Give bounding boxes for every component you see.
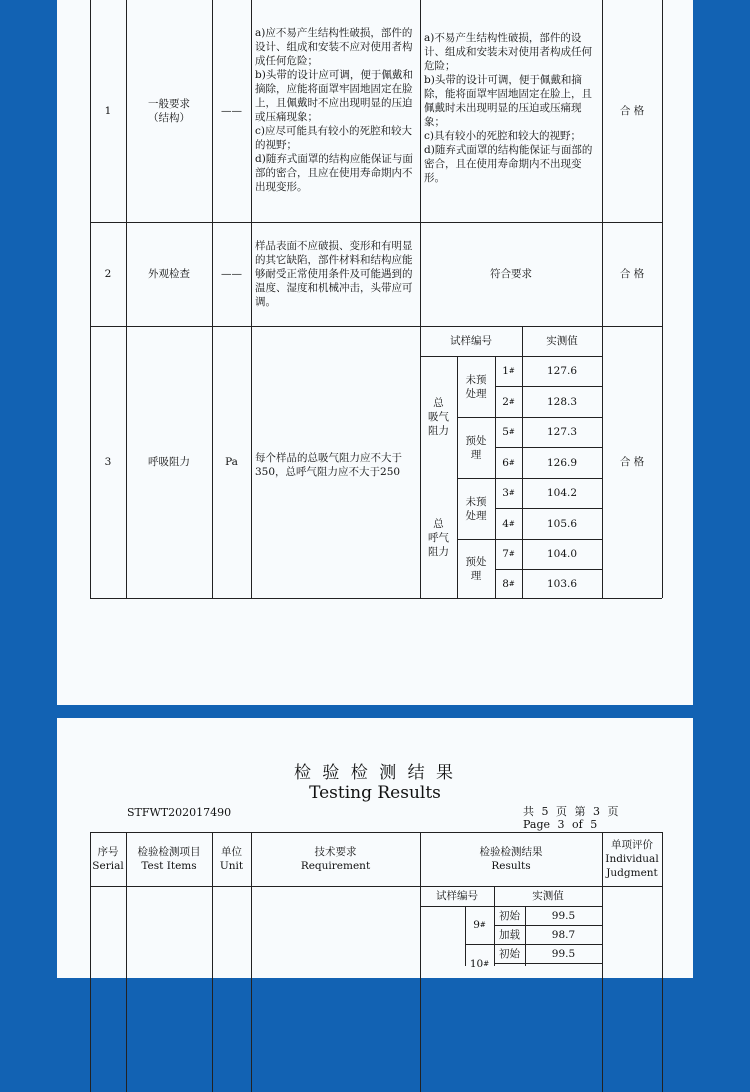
sample-mark: # bbox=[508, 397, 515, 406]
table-rule bbox=[90, 832, 662, 833]
sub-label: 未预 处理 bbox=[465, 495, 487, 522]
item-cell: 外观检查 bbox=[148, 268, 190, 280]
table-rule bbox=[251, 0, 252, 598]
table-rule bbox=[90, 598, 662, 599]
measured-value: 98.7 bbox=[551, 928, 576, 941]
table-rule bbox=[90, 886, 662, 887]
unit-cell: Pa bbox=[225, 456, 238, 468]
requirement-cell: 每个样品的总吸气阻力应不大于350，总呼气阻力应不大于250 bbox=[255, 452, 402, 478]
report-page-2-top bbox=[57, 0, 693, 705]
sample-number: 1 bbox=[502, 365, 509, 377]
title-en: Testing Results bbox=[309, 783, 441, 803]
sample-mark: # bbox=[508, 428, 515, 436]
measured-value: 104.2 bbox=[546, 487, 578, 499]
table-rule bbox=[212, 0, 213, 598]
header-unit: 单位 Unit bbox=[219, 846, 244, 872]
state-label: 加载 bbox=[499, 928, 520, 941]
sample-number: 10 bbox=[469, 957, 484, 970]
header-judgment: 单项评价 Individual Judgment bbox=[605, 839, 659, 879]
sample-id bbox=[495, 539, 522, 569]
sub-label: 预处 理 bbox=[465, 434, 487, 461]
sample-id bbox=[495, 508, 522, 539]
table-rule bbox=[212, 832, 213, 1092]
sub-label: 未预 处理 bbox=[465, 373, 487, 400]
sample-id bbox=[495, 447, 522, 478]
sample-id bbox=[465, 906, 494, 944]
sub-label: 预处 理 bbox=[465, 555, 487, 582]
page-count-en: Page 3 of 5 bbox=[523, 818, 598, 831]
table-rule bbox=[602, 0, 603, 598]
header-serial: 序号 Serial bbox=[92, 846, 124, 872]
sample-number: 3 bbox=[502, 487, 509, 499]
title-cn: 检 验 检 测 结 果 bbox=[293, 763, 457, 783]
sample-number: 4 bbox=[502, 517, 509, 530]
measured-value: 128.3 bbox=[546, 395, 578, 408]
judgment-cell: 合 格 bbox=[619, 456, 645, 468]
header-item: 检验检测项目 Test Items bbox=[137, 846, 201, 872]
result-cell: a)不易产生结构性破损，部件的设计、组成和安装未对使用者构成任何危险； b)头带的设计可调，便于佩戴和摘除，能将面罩牢固地固定在脸上，且佩戴时未出现明显的压迫或压痛现象； c)具有较小的死腔和较大的视野； d)随弃式面罩的结构能保证与面部的密合，且在使用寿命期内不出现变形。 bbox=[424, 32, 593, 184]
measured-value: 105.6 bbox=[546, 517, 578, 530]
sample-mark: # bbox=[479, 921, 486, 929]
table-rule bbox=[457, 356, 458, 598]
sample-mark: # bbox=[508, 367, 515, 375]
result-cell: 符合要求 bbox=[490, 268, 532, 280]
sample-number: 2 bbox=[502, 395, 509, 408]
unit-cell: —— bbox=[221, 268, 242, 280]
measured-value: 104.0 bbox=[546, 548, 578, 560]
sample-number: 7 bbox=[502, 548, 509, 560]
table-rule bbox=[126, 832, 127, 1092]
page-count-cn: 共 5 页 第 3 页 bbox=[523, 805, 619, 818]
report-number: STFWT202017490 bbox=[127, 806, 232, 819]
measured-value: 99.5 bbox=[551, 909, 576, 922]
sample-mark: # bbox=[508, 489, 515, 497]
table-rule bbox=[420, 0, 421, 598]
state-label: 初始 bbox=[499, 947, 520, 960]
report-page-3 bbox=[57, 718, 693, 978]
table-rule bbox=[525, 906, 526, 966]
requirement-cell: 样品表面不应破损、变形和有明显的其它缺陷，部件材料和结构应能够耐受正常使用条件及可能遇到的温度、湿度和机械冲击，头带应可调。 bbox=[255, 240, 413, 308]
sample-header: 试样编号 bbox=[436, 890, 478, 902]
table-rule bbox=[420, 832, 421, 1092]
sample-header: 试样编号 bbox=[450, 335, 492, 347]
measured-value: 127.3 bbox=[546, 426, 578, 438]
sample-mark: # bbox=[483, 959, 490, 968]
header-requirement: 技术要求 Requirement bbox=[300, 846, 371, 872]
group-label: 总 吸气 阻力 bbox=[428, 397, 449, 437]
item-cell: 呼吸阻力 bbox=[148, 456, 190, 468]
table-rule bbox=[251, 832, 252, 1092]
sample-mark: # bbox=[508, 458, 515, 467]
table-rule bbox=[662, 0, 663, 598]
unit-cell: —— bbox=[221, 105, 242, 117]
sample-id bbox=[495, 478, 522, 508]
sample-number: 6 bbox=[502, 456, 509, 469]
serial-cell: 3 bbox=[104, 456, 112, 468]
table-rule bbox=[90, 326, 662, 327]
table-rule bbox=[494, 925, 602, 926]
table-rule bbox=[90, 832, 91, 1092]
serial-cell: 2 bbox=[104, 268, 112, 280]
sample-number: 8 bbox=[502, 577, 509, 590]
value-header: 实测值 bbox=[532, 890, 564, 902]
table-rule bbox=[420, 906, 602, 907]
sample-id bbox=[495, 569, 522, 598]
header-results: 检验检测结果 Results bbox=[479, 846, 543, 872]
table-rule bbox=[602, 832, 603, 1092]
state-label: 初始 bbox=[499, 909, 520, 922]
measured-value: 103.6 bbox=[546, 577, 578, 590]
sample-id bbox=[465, 944, 494, 983]
table-rule bbox=[90, 0, 91, 598]
table-rule bbox=[90, 222, 662, 223]
table-rule bbox=[495, 356, 496, 598]
measured-value: 127.6 bbox=[546, 365, 578, 377]
table-rule bbox=[494, 886, 495, 906]
table-rule bbox=[465, 944, 602, 945]
sample-mark: # bbox=[508, 519, 515, 528]
sample-mark: # bbox=[508, 550, 515, 558]
table-rule bbox=[465, 906, 466, 966]
sample-id bbox=[495, 386, 522, 417]
requirement-cell: a)应不易产生结构性破损，部件的设计、组成和安装不应对使用者构成任何危险； b)头带的设计应可调，便于佩戴和摘除，应能将面罩牢固地固定在脸上，且佩戴时不应出现明显的压迫或压痛现象； c)应尽可能具有较小的死腔和较大的视野； d)随弃式面罩的结构应能保证与面部的密合，且应在使用寿命期内不出现变形。 bbox=[255, 27, 413, 193]
sample-id bbox=[495, 356, 522, 386]
measured-value: 99.5 bbox=[551, 947, 576, 960]
table-rule bbox=[662, 832, 663, 1092]
table-rule bbox=[522, 326, 523, 598]
sample-mark: # bbox=[508, 579, 515, 588]
item-cell: 一般要求 （结构） bbox=[148, 98, 190, 124]
sample-number: 9 bbox=[473, 919, 480, 931]
value-header: 实测值 bbox=[546, 335, 578, 347]
group-label: 总 呼气 阻力 bbox=[428, 518, 449, 558]
table-rule bbox=[420, 356, 602, 357]
table-rule bbox=[126, 0, 127, 598]
judgment-cell: 合 格 bbox=[619, 268, 645, 280]
table-rule bbox=[494, 963, 602, 964]
table-rule bbox=[494, 906, 495, 966]
sample-number: 5 bbox=[502, 426, 509, 438]
sample-id bbox=[495, 417, 522, 447]
serial-cell: 1 bbox=[104, 105, 112, 117]
measured-value: 126.9 bbox=[546, 456, 578, 469]
judgment-cell: 合 格 bbox=[619, 105, 645, 117]
